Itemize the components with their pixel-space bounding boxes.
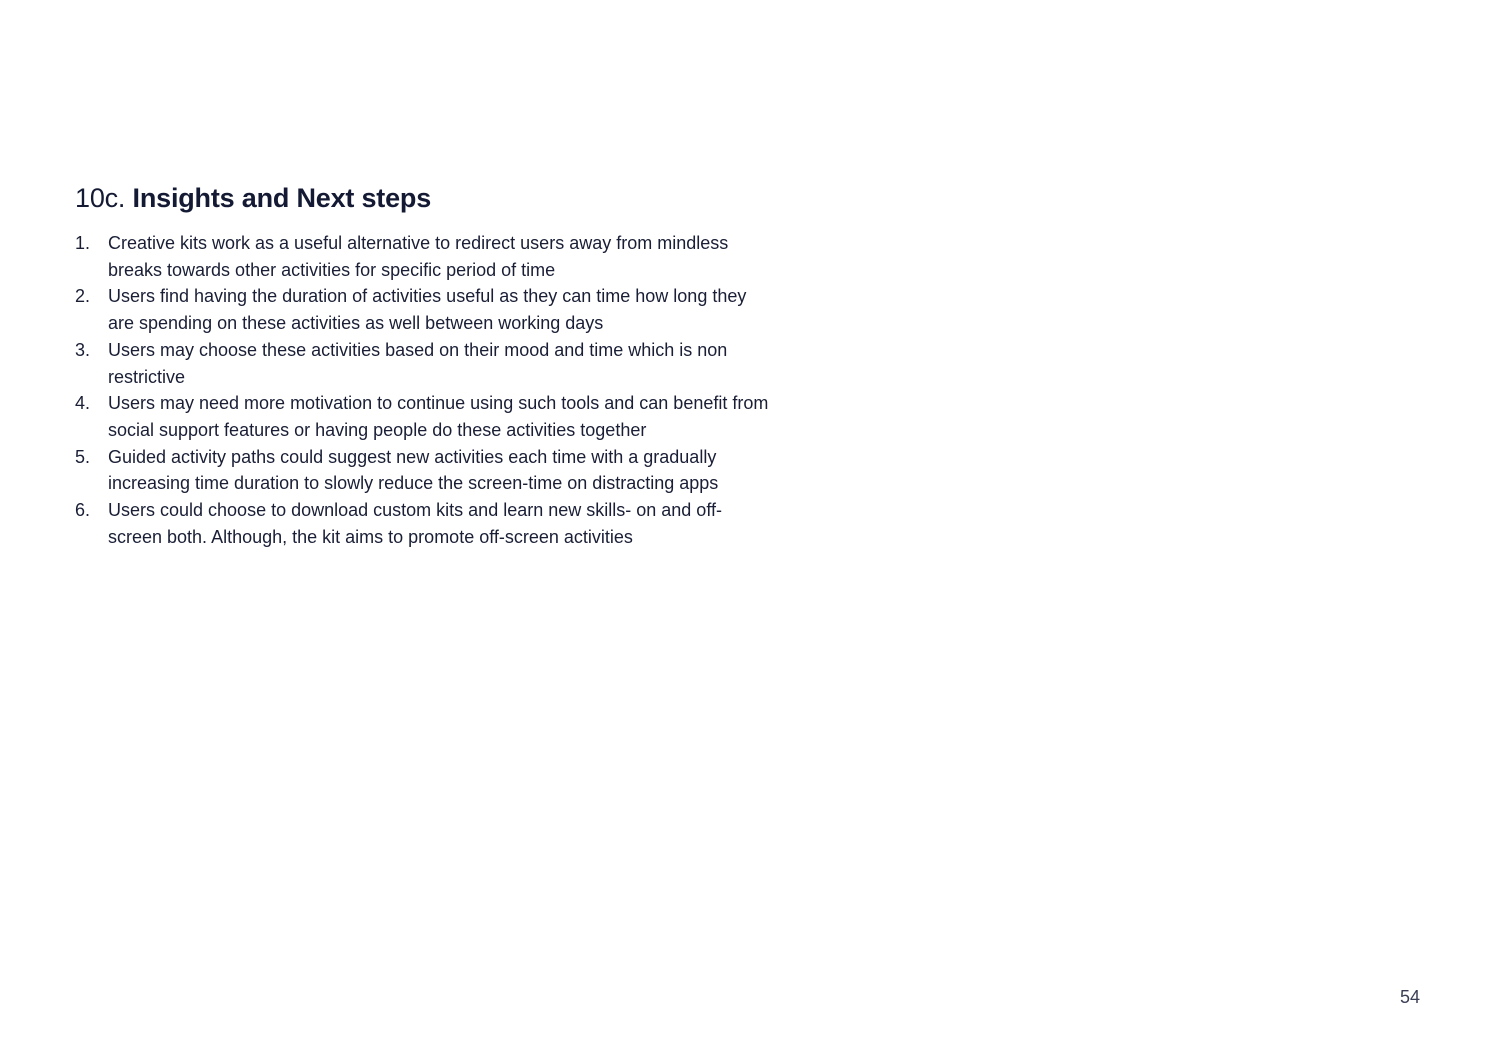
list-item-text: Creative kits work as a useful alternative to redirect users away from mindless breaks towards other activities for specific period of time [108,233,729,280]
list-item-text: Guided activity paths could suggest new activities each time with a gradually increasing time duration to slowly reduce the screen-time on distracting apps [108,446,719,494]
list-item-text: Users could choose to download custom kits and learn new skills- on and off-screen both. Although, the kit aims to promote off-screen activities [108,500,722,547]
section-heading [75,180,431,216]
list-item-number: 2. [75,286,91,307]
page-number: 54 [1399,987,1420,1007]
list-item-number: 5. [75,446,91,467]
list-item-text: Users find having the duration of activities useful as they can time how long they are spending on these activities as well between working days [108,286,747,334]
list-item [75,337,775,390]
list-item-number: 4. [75,393,91,414]
list-item-number: 1. [75,233,91,253]
list-item-number: 3. [75,339,91,360]
list-item-text: Users may choose these activities based on their mood and time which is non restrictive [108,339,728,387]
list-item [75,390,775,443]
list-item [75,283,775,336]
list-item [75,444,775,497]
list-item [75,230,775,283]
section-title: Insights and Next steps [132,183,432,213]
list-item-number: 6. [75,500,91,521]
list-item [75,497,775,550]
section-number: 10c. [75,183,126,213]
insights-list [75,230,775,550]
list-item-text: Users may need more motivation to continue using such tools and can benefit from social support features or having people do these activities together [108,393,769,440]
